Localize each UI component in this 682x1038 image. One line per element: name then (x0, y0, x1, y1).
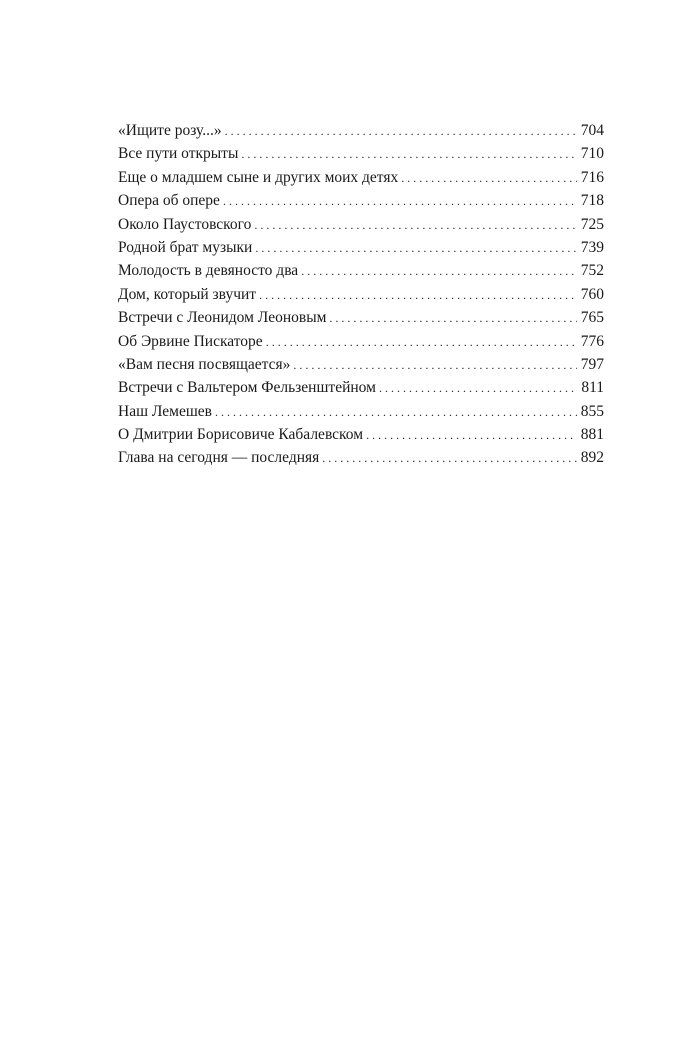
toc-entry-page: 739 (580, 238, 604, 256)
toc-entry-title: Дом, который звучит (118, 285, 257, 303)
toc-dot-leader (322, 447, 576, 470)
toc-entry (118, 189, 604, 212)
toc-entry (118, 423, 604, 446)
toc-entry-page: 811 (581, 379, 604, 397)
toc-dot-leader (293, 354, 576, 377)
toc-entry-title: «Ищите розу...» (118, 122, 222, 139)
toc-entry-title: Глава на сегодня — последняя (118, 449, 320, 467)
toc-entry (118, 213, 604, 236)
toc-entry-page: 704 (580, 122, 604, 139)
toc-entry (118, 119, 604, 142)
toc-entry (118, 400, 604, 423)
toc-entry-title: «Вам песня посвящается» (118, 355, 291, 373)
toc-entry-page: 797 (580, 355, 604, 373)
toc-entry-page: 765 (580, 309, 604, 327)
toc-entry-title: Молодость в девяносто два (118, 262, 299, 280)
toc-entry-title: Опера об опере (118, 192, 220, 210)
toc-entry-page: 776 (580, 332, 604, 350)
toc-entry (118, 446, 604, 469)
toc-entry (118, 142, 604, 165)
toc-entry-page: 855 (580, 402, 604, 420)
toc-entry-page: 760 (580, 285, 604, 303)
toc-dot-leader (225, 120, 577, 143)
toc-entry-title: Все пути открыты (118, 145, 239, 163)
toc-dot-leader (301, 260, 577, 283)
toc-entry (118, 353, 604, 376)
toc-entry (118, 166, 604, 189)
toc-dot-leader (215, 401, 577, 424)
toc-entry-page: 752 (580, 262, 604, 280)
toc-entry-page: 892 (580, 449, 604, 467)
toc-dot-leader (255, 237, 576, 260)
toc-entry (118, 236, 604, 259)
toc-entry-title: Встречи с Леонидом Леоновым (118, 309, 327, 327)
toc-dot-leader (223, 190, 577, 213)
table-of-contents (118, 119, 604, 470)
toc-entry (118, 306, 604, 329)
toc-entry-title: Об Эрвине Пискаторе (118, 332, 263, 350)
toc-entry (118, 330, 604, 353)
toc-entry-title: Родной брат музыки (118, 238, 253, 256)
toc-dot-leader (254, 214, 576, 237)
toc-entry-title: Наш Лемешев (118, 402, 212, 420)
toc-entry-title: Около Паустовского (118, 215, 252, 233)
toc-entry-title: Встречи с Вальтером Фельзенштейном (118, 379, 376, 397)
toc-dot-leader (259, 284, 577, 307)
toc-dot-leader (401, 167, 576, 190)
toc-entry-title: Еще о младшем сыне и других моих детях (118, 168, 399, 186)
toc-entry-page: 881 (580, 426, 604, 444)
toc-entry-page: 718 (580, 192, 604, 210)
toc-entry (118, 283, 604, 306)
toc-dot-leader (379, 377, 577, 400)
toc-entry (118, 376, 604, 399)
toc-entry-page: 710 (580, 145, 604, 163)
toc-dot-leader (329, 307, 576, 330)
toc-dot-leader (366, 424, 577, 447)
toc-entry-title: О Дмитрии Борисовиче Кабалевском (118, 426, 364, 444)
toc-entry-page: 725 (580, 215, 604, 233)
toc-dot-leader (241, 143, 576, 166)
toc-entry (118, 259, 604, 282)
toc-dot-leader (266, 331, 577, 354)
toc-entry-page: 716 (580, 168, 604, 186)
